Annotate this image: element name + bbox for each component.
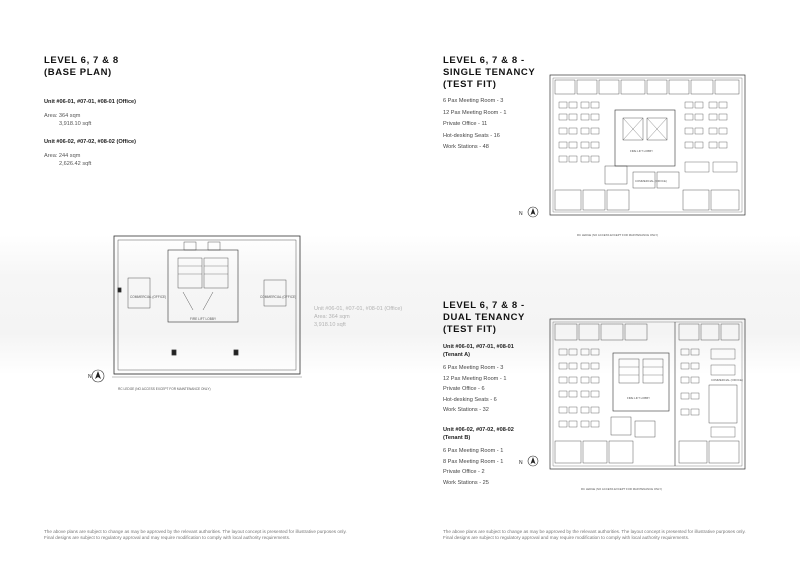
single-lift-lobby: FIRE LIFT LOBBY [630,149,653,153]
list-item: 12 Pax Meeting Room - 1 [443,375,507,382]
base-plan-title-line2: (BASE PLAN) [44,67,112,78]
dual-ledge-note: RC LEDGE (NO ACCESS EXCEPT FOR MAINTENANCE ONLY) [581,487,663,491]
list-item: 6 Pax Meeting Room - 1 [443,448,504,454]
list-item: Hot-desking Seats - 16 [443,132,500,139]
base-plan-lift-lobby: FIRE LIFT LOBBY [190,317,217,321]
list-item: Private Office - 6 [443,386,485,392]
unit1-area-sqm: Area: 364 sqm [44,113,81,119]
tenant-a-label [443,344,514,359]
base-plan-ledge-note: RC LEDGE (NO ACCESS EXCEPT FOR MAINTENANCE ONLY) [118,387,211,391]
list-item: 6 Pax Meeting Room - 3 [443,98,504,104]
unit2-area-sqft: 2,626.42 sqft [59,161,92,167]
list-item: Work Stations - 48 [443,144,489,150]
left-footer-disclaimer [44,529,374,542]
single-title-line2: SINGLE TENANCY [443,67,536,78]
ghost-text [314,305,402,329]
unit2-area-sqm: Area: 244 sqm [44,153,81,159]
base-plan-commercial-left: COMMERCIAL (OFFICE) [130,295,167,299]
single-title-line1: LEVEL 6, 7 & 8 - [443,55,525,66]
tenant-a-label-line1: Unit #06-01, #07-01, #08-01 [443,344,514,350]
dual-lift-lobby: FIRE LIFT LOBBY [627,396,650,400]
right-footer-line1: The above plans are subject to change as may be approved by the relevant authorities. The layout concept is presented for illustrative purposes only. [443,529,746,534]
north-arrow-icon [519,456,538,466]
base-plan-north-label: N [88,374,92,380]
tenant-b-label-line1: Unit #06-02, #07-02, #08-02 [443,427,514,433]
list-item: Work Stations - 25 [443,479,489,486]
right-footer-line2: Final designs are subject to regulatory approval and may require modification to comply with local authority requirements. [443,535,690,541]
north-arrow-icon [88,370,104,382]
list-item: Hot-desking Seats - 6 [443,396,497,403]
dual-north-label: N [519,460,523,466]
dual-tenancy-heading [443,300,525,336]
single-tenancy-list [443,96,506,154]
base-plan-title-line1: LEVEL 6, 7 & 8 [44,55,119,66]
unit1-area-sqft: 3,918.10 sqft [59,121,92,127]
tenant-a-list [443,363,506,416]
dual-commercial: COMMERCIAL (OFFICE) [711,378,743,382]
left-footer-line2: Final designs are subject to regulatory approval and may require modification to comply with local authority requirements. [44,535,291,541]
base-plan-heading [44,55,119,79]
tenant-b-label [443,427,514,442]
list-item: 8 Pax Meeting Room - 1 [443,458,504,465]
base-plan-commercial-right: COMMERCIAL (OFFICE) [260,295,297,299]
ghost-text-line1: Unit #06-01, #07-01, #08-01 (Office) [314,306,403,312]
unit1-label: Unit #06-01, #07-01, #08-01 (Office) [44,99,137,105]
right-footer-disclaimer [443,529,773,542]
single-north-label: N [519,211,523,217]
list-item: Private Office - 2 [443,469,485,475]
single-title-line3: (TEST FIT) [443,79,497,90]
ghost-text-line2: Area: 364 sqm [314,314,350,320]
base-floor-plan [88,228,308,403]
single-commercial: COMMERCIAL (OFFICE) [635,179,667,183]
list-item: Private Office - 11 [443,121,488,127]
single-tenancy-floor-plan [515,70,765,242]
list-item: Work Stations - 32 [443,407,489,413]
single-ledge-note: RC LEDGE (NO ACCESS EXCEPT FOR MAINTENANCE ONLY) [577,233,659,237]
dual-tenancy-floor-plan [515,313,770,503]
dual-title-line3: (TEST FIT) [443,324,497,335]
tenant-b-list [443,446,503,488]
unit2-label: Unit #06-02, #07-02, #08-02 (Office) [44,139,137,145]
north-arrow-icon [519,207,538,217]
tenant-a-label-line2: (Tenant A) [443,351,471,358]
ghost-text-line3: 3,918.10 sqft [314,322,346,328]
tenant-b-label-line2: (Tenant B) [443,434,471,441]
left-footer-line1: The above plans are subject to change as may be approved by the relevant authorities. The layout concept is presented for illustrative purposes only. [44,529,347,534]
dual-title-line2: DUAL TENANCY [443,312,525,323]
list-item: 12 Pax Meeting Room - 1 [443,109,507,116]
list-item: 6 Pax Meeting Room - 3 [443,365,504,371]
dual-title-line1: LEVEL 6, 7 & 8 - [443,300,525,311]
